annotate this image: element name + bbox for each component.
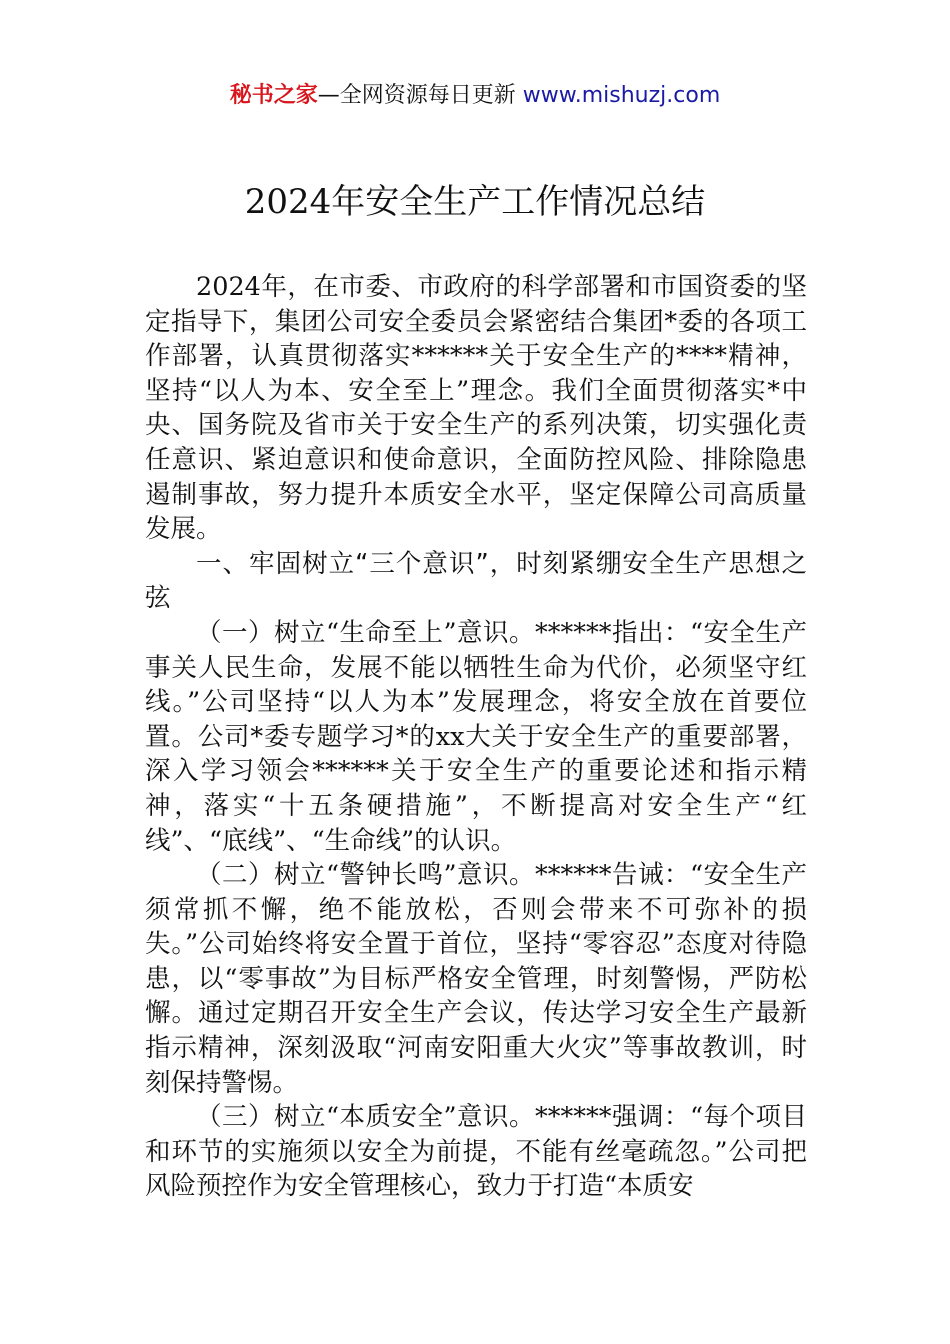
site-tagline: —全网资源每日更新 (317, 83, 516, 108)
document-body (145, 270, 807, 1204)
section-heading: 一、牢固树立“三个意识”，时刻紧绷安全生产思想之弦 (145, 548, 807, 614)
site-brand: 秘书之家 (229, 83, 318, 108)
site-header (0, 80, 950, 112)
document-title: 2024年安全生产工作情况总结 (244, 182, 706, 222)
body-paragraph: （二）树立“警钟长鸣”意识。******告诫：“安全生产须常抓不懈，绝不能放松，否则会带来不可弥补的损失。”公司始终将安全置于首位，坚持“零容忍”态度对待隐患，以“零事故”为目标严格安全管理，时刻警惕，严防松懈。通过定期召开安全生产会议，传达学习安全生产最新指示精神，深刻汲取“河南安阳重大火灾”等事故教训，时刻保持警惕。 (145, 860, 807, 1098)
intro-paragraph: 2024年，在市委、市政府的科学部署和市国资委的坚定指导下，集团公司安全委员会紧密结合集团*委的各项工作部署，认真贯彻落实******关于安全生产的****精神，坚持“以人为本、安全至上”理念。我们全面贯彻落实*中央、国务院及省市关于安全生产的系列决策，切实强化责任意识、紧迫意识和使命意识，全面防控风险、排除隐患遏制事故，努力提升本质安全水平，坚定保障公司高质量发展。 (145, 272, 807, 545)
body-paragraph: （三）树立“本质安全”意识。******强调：“每个项目和环节的实施须以安全为前提，不能有丝毫疏忽。”公司把风险预控作为安全管理核心，致力于打造“本质安 (145, 1102, 807, 1202)
body-paragraph: （一）树立“生命至上”意识。******指出：“安全生产事关人民生命，发展不能以牺牲生命为代价，必须坚守红线。”公司坚持“以人为本”发展理念，将安全放在首要位置。公司*委专题学习*的xx大关于安全生产的重要部署，深入学习领会******关于安全生产的重要论述和指示精神，落实“十五条硬措施”，不断提高对安全生产“红线”、“底线”、“生命线”的认识。 (145, 617, 807, 856)
site-url-link[interactable]: www.mishuzj.com (522, 83, 721, 108)
